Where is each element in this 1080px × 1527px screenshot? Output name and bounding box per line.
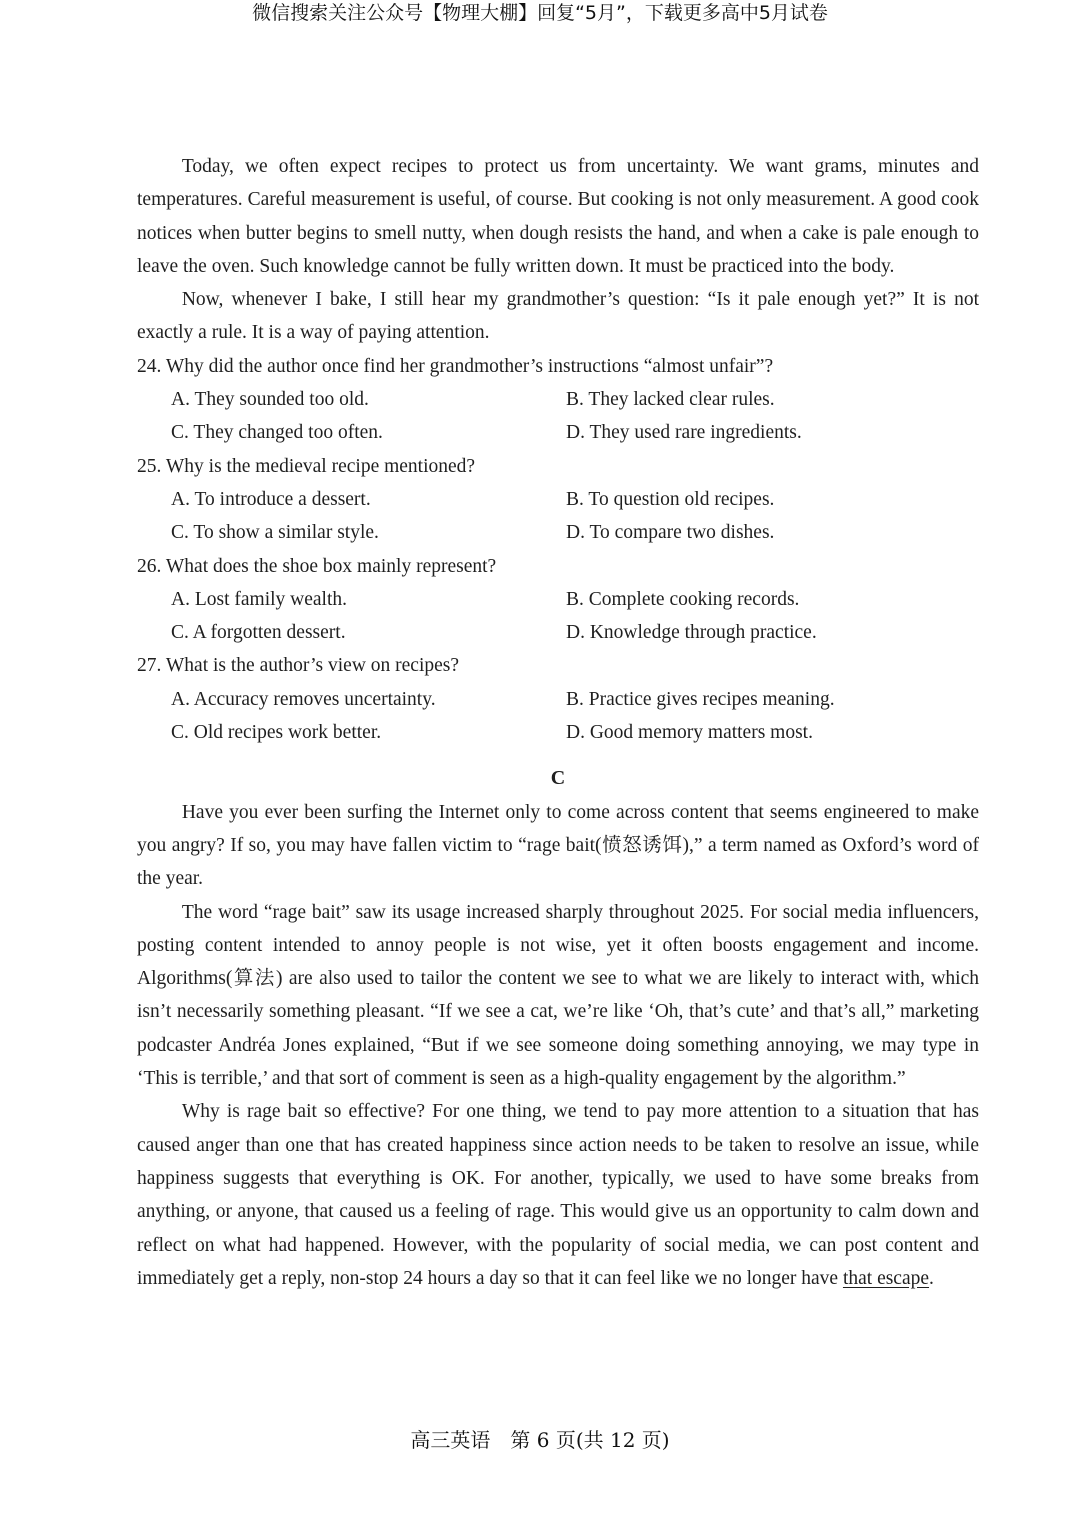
question-26	[137, 550, 979, 650]
passage-paragraph: Today, we often expect recipes to protect us from uncertainty. We want grams, minutes and temperatures. Careful measurement is useful, of course. But cooking is not only measurement. A good cook notices when butter begins to smell nutty, when dough resists the hand, and when a cake is pale enough to leave the oven. Such knowledge cannot be fully written down. It must be practiced into the body.	[137, 156, 979, 277]
exam-page	[137, 150, 979, 1295]
paragraph-end: .	[929, 1267, 934, 1289]
option-d: D. To compare two dishes.	[566, 522, 775, 544]
section-heading: C	[550, 767, 566, 790]
option-a: A. Accuracy removes uncertainty.	[171, 688, 436, 710]
question-stem: 27. What is the author’s view on recipes?	[137, 655, 460, 677]
passage-paragraph: Have you ever been surfing the Internet only to come across content that seems engineered to make you angry? If so, you may have fallen victim to “rage bait(愤怒诱饵),” a term named as Oxford’s word of the year.	[137, 801, 979, 890]
option-a: A. To introduce a dessert.	[171, 488, 371, 510]
question-24	[137, 350, 979, 450]
passage-paragraph	[137, 1095, 979, 1295]
question-options	[137, 483, 979, 550]
page-footer: 高三英语 第 6 页(共 12 页)	[410, 1428, 670, 1452]
option-c: C. They changed too often.	[171, 422, 383, 444]
option-c: C. To show a similar style.	[171, 522, 379, 544]
question-stem: 25. Why is the medieval recipe mentioned?	[137, 455, 476, 477]
option-d: D. Good memory matters most.	[566, 722, 813, 744]
question-25	[137, 450, 979, 550]
option-a: A. They sounded too old.	[171, 389, 369, 411]
paragraph-text: Why is rage bait so effective? For one thing, we tend to pay more attention to a situation that has caused anger than one that has created happiness since action needs to be taken to resolve an issue, while happiness suggests that everything is OK. For another, typically, we used to have some breaks from anything, or anyone, that caused us a feeling of rage. This would give us an opportunity to calm down and reflect on what had happened. However, with the popularity of social media, we can post content and immediately get a reply, non-stop 24 hours a day so that it can feel like we no longer have	[137, 1101, 979, 1289]
option-c: C. A forgotten dessert.	[171, 622, 346, 644]
option-c: C. Old recipes work better.	[171, 722, 382, 744]
option-d: D. They used rare ingredients.	[566, 422, 802, 444]
option-d: D. Knowledge through practice.	[566, 622, 817, 644]
underlined-phrase: that escape	[842, 1267, 930, 1289]
question-stem: 24. Why did the author once find her grandmother’s instructions “almost unfair”?	[137, 355, 774, 377]
passage-paragraph: Now, whenever I bake, I still hear my grandmother’s question: “Is it pale enough yet?” It is not exactly a rule. It is a way of paying attention.	[137, 289, 979, 344]
question-options	[137, 383, 979, 450]
question-options	[137, 683, 979, 750]
passage-paragraph: The word “rage bait” saw its usage increased sharply throughout 2025. For social media influencers, posting content intended to annoy people is not wise, yet it often boosts engagement and income. Algorithms(算法) are also used to tailor the content we see to what we are likely to interact with, which isn’t necessarily something pleasant. “If we see a cat, we’re like ‘Oh, that’s cute’ and that’s all,” marketing podcaster Andréa Jones explained, “But if we see someone doing something annoying, we may type in ‘This is terrible,’ and that sort of comment is seen as a high-quality engagement by the algorithm.”	[137, 901, 979, 1090]
option-a: A. Lost family wealth.	[171, 588, 348, 610]
option-b: B. Practice gives recipes meaning.	[566, 688, 835, 710]
question-27	[137, 649, 979, 749]
option-b: B. To question old recipes.	[566, 488, 775, 510]
watermark-banner: 微信搜索关注公众号【物理大棚】回复“5月”，下载更多高中5月试卷	[252, 2, 828, 24]
question-options	[137, 583, 979, 650]
question-stem: 26. What does the shoe box mainly represent?	[137, 555, 497, 577]
option-b: B. Complete cooking records.	[566, 588, 800, 610]
option-b: B. They lacked clear rules.	[566, 389, 775, 411]
